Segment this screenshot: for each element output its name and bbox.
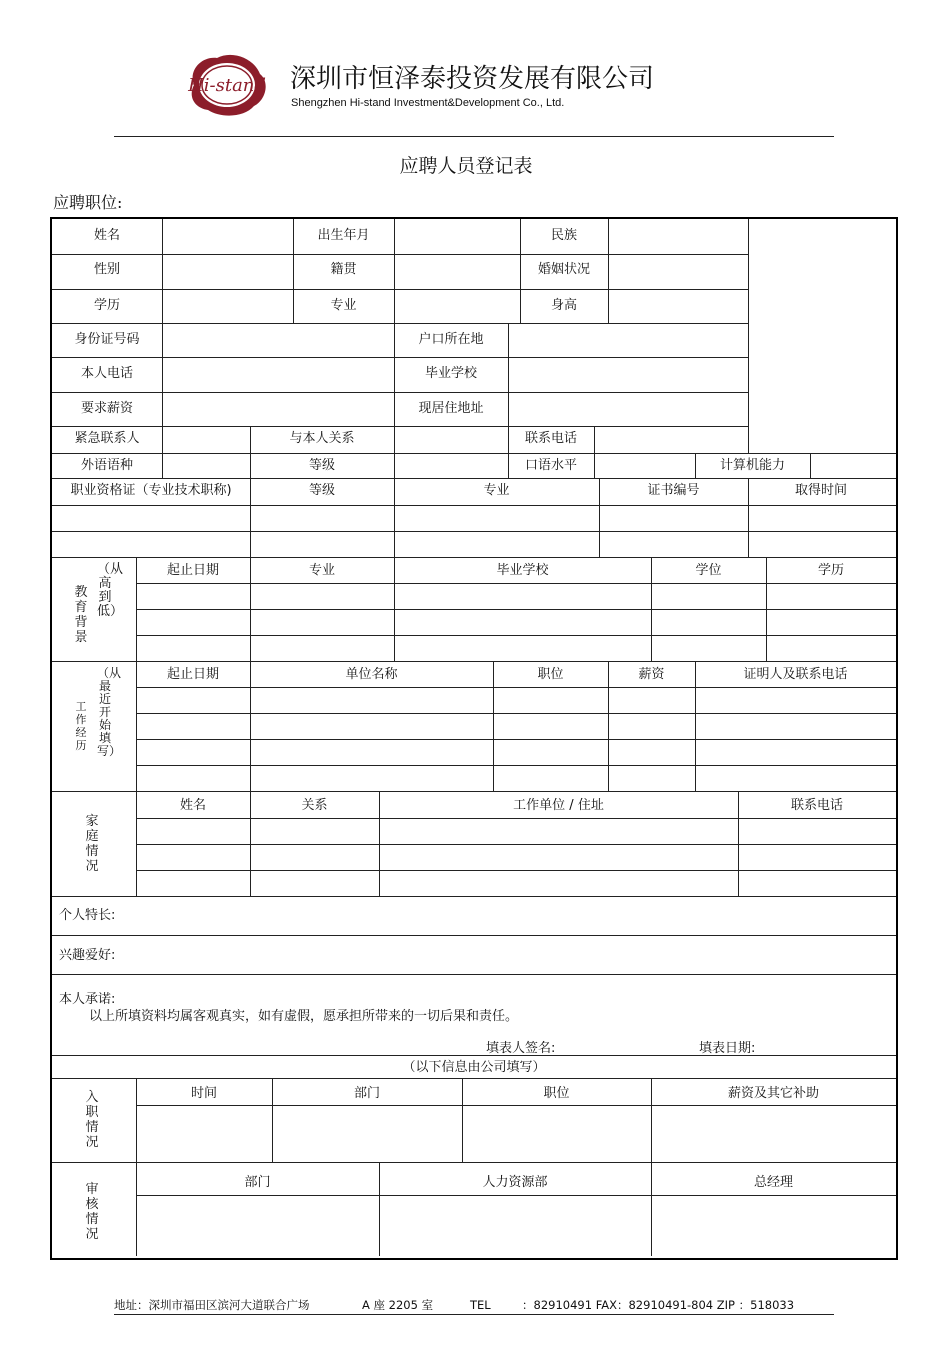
label-address: 现居住地址 bbox=[418, 401, 484, 416]
label-ethnic: 民族 bbox=[550, 228, 577, 243]
label-salary: 要求薪资 bbox=[80, 401, 133, 416]
fill-date-field[interactable] bbox=[762, 1038, 887, 1054]
label-oral: 口语水平 bbox=[524, 458, 577, 473]
edu-col-major: 专业 bbox=[308, 563, 335, 578]
edu-row-2[interactable] bbox=[137, 610, 895, 634]
review-col-gm: 总经理 bbox=[753, 1175, 793, 1190]
label-name: 姓名 bbox=[93, 228, 120, 243]
company-name-en: Shengzhen Hi-stand Investment&Development Co., Ltd. bbox=[291, 97, 565, 109]
cert-col-date: 取得时间 bbox=[794, 483, 847, 498]
input-id-number[interactable] bbox=[163, 324, 393, 356]
photo-box[interactable] bbox=[748, 219, 894, 453]
footer-tel-label: TEL bbox=[470, 1298, 491, 1312]
work-row-4[interactable] bbox=[137, 766, 895, 790]
header-divider bbox=[114, 136, 834, 137]
work-col-dates: 起止日期 bbox=[166, 667, 219, 682]
cert-row-2[interactable] bbox=[53, 532, 895, 556]
signature-label: 填表人签名: bbox=[486, 1041, 556, 1056]
signature-field[interactable] bbox=[562, 1038, 682, 1054]
work-row-1[interactable] bbox=[137, 688, 895, 712]
company-note: （以下信息由公司填写） bbox=[402, 1060, 546, 1075]
cert-title: 职业资格证（专业技术职称) bbox=[70, 483, 232, 498]
cert-col-number: 证书编号 bbox=[647, 483, 700, 498]
entry-col-position: 职位 bbox=[543, 1086, 570, 1101]
family-col-workplace: 工作单位 / 住址 bbox=[513, 798, 604, 813]
input-salary[interactable] bbox=[163, 393, 393, 425]
work-col-salary: 薪资 bbox=[638, 667, 665, 682]
label-specialty: 个人特长: bbox=[59, 908, 116, 923]
label-major: 专业 bbox=[330, 298, 357, 313]
entry-side-label: 入职情况 bbox=[85, 1090, 99, 1150]
work-row-2[interactable] bbox=[137, 714, 895, 738]
input-lang-level[interactable] bbox=[395, 454, 507, 477]
label-native: 籍贯 bbox=[330, 262, 357, 277]
family-col-relation: 关系 bbox=[301, 798, 328, 813]
label-id-number: 身份证号码 bbox=[74, 332, 140, 347]
input-marital[interactable] bbox=[609, 255, 747, 288]
family-col-name: 姓名 bbox=[179, 798, 206, 813]
input-address[interactable] bbox=[509, 393, 747, 425]
label-computer: 计算机能力 bbox=[719, 458, 785, 473]
edu-col-school: 毕业学校 bbox=[496, 563, 549, 578]
label-hobby: 兴趣爱好: bbox=[59, 948, 116, 963]
entry-col-salary: 薪资及其它补助 bbox=[727, 1086, 819, 1101]
review-side-label: 审核情况 bbox=[85, 1182, 99, 1242]
logo-text: Hi-stand bbox=[188, 75, 266, 96]
edu-col-dates: 起止日期 bbox=[166, 563, 219, 578]
edu-row-1[interactable] bbox=[137, 584, 895, 608]
input-hobby[interactable] bbox=[125, 936, 895, 973]
input-contact-phone[interactable] bbox=[595, 427, 747, 452]
input-major[interactable] bbox=[395, 290, 519, 322]
input-specialty[interactable] bbox=[125, 897, 895, 934]
input-height[interactable] bbox=[609, 290, 747, 322]
input-ethnic[interactable] bbox=[609, 220, 747, 253]
input-oral[interactable] bbox=[595, 454, 694, 477]
input-relation[interactable] bbox=[395, 427, 507, 452]
label-relation: 与本人关系 bbox=[289, 431, 355, 446]
input-language[interactable] bbox=[163, 454, 249, 477]
entry-col-department: 部门 bbox=[353, 1086, 380, 1101]
entry-input-row[interactable] bbox=[137, 1106, 895, 1161]
footer-room: A 座 2205 室 bbox=[362, 1298, 434, 1312]
review-col-department: 部门 bbox=[244, 1175, 271, 1190]
label-edu: 学历 bbox=[93, 298, 120, 313]
input-name[interactable] bbox=[163, 220, 292, 253]
input-phone[interactable] bbox=[163, 358, 393, 391]
work-col-position: 职位 bbox=[537, 667, 564, 682]
label-marital: 婚姻状况 bbox=[537, 262, 590, 277]
work-col-reference: 证明人及联系电话 bbox=[743, 667, 848, 682]
company-name-cn: 深圳市恒泽泰投资发展有限公司 bbox=[290, 64, 655, 94]
pledge-text: 以上所填资料均属客观真实，如有虚假，愿承担所带来的一切后果和责任。 bbox=[89, 1009, 519, 1024]
edu-col-level: 学历 bbox=[817, 563, 844, 578]
family-col-phone: 联系电话 bbox=[790, 798, 843, 813]
input-hukou[interactable] bbox=[509, 324, 747, 356]
work-row-3[interactable] bbox=[137, 740, 895, 764]
fill-date-label: 填表日期: bbox=[699, 1041, 756, 1056]
form-title: 应聘人员登记表 bbox=[399, 155, 533, 177]
label-height: 身高 bbox=[550, 298, 577, 313]
label-phone: 本人电话 bbox=[80, 366, 133, 381]
edu-col-degree: 学位 bbox=[695, 563, 722, 578]
cert-row-1[interactable] bbox=[53, 506, 895, 530]
pledge-label: 本人承诺: bbox=[59, 992, 116, 1007]
review-col-hr: 人力资源部 bbox=[482, 1175, 548, 1190]
label-birth: 出生年月 bbox=[317, 228, 370, 243]
company-logo bbox=[184, 52, 270, 118]
family-side-label: 家庭情况 bbox=[85, 814, 99, 874]
label-language: 外语语种 bbox=[80, 458, 133, 473]
input-emergency[interactable] bbox=[163, 427, 249, 452]
education-side-label: 教育背景 bbox=[74, 585, 88, 645]
footer bbox=[114, 1296, 834, 1315]
input-birth[interactable] bbox=[395, 220, 519, 253]
work-col-company: 单位名称 bbox=[345, 667, 398, 682]
position-label: 应聘职位: bbox=[53, 193, 123, 212]
edu-row-3[interactable] bbox=[137, 636, 895, 660]
input-computer[interactable] bbox=[811, 454, 895, 477]
label-lang-level: 等级 bbox=[308, 458, 335, 473]
work-side-note: （从最近开始填写） bbox=[97, 666, 122, 758]
label-gender: 性别 bbox=[93, 262, 120, 277]
footer-contact: ：82910491 FAX：82910491-804 ZIP ：518033 bbox=[522, 1298, 795, 1312]
input-edu[interactable] bbox=[163, 290, 292, 322]
label-hukou: 户口所在地 bbox=[418, 332, 484, 347]
family-row-1[interactable] bbox=[137, 819, 895, 843]
label-school: 毕业学校 bbox=[424, 366, 477, 381]
label-emergency: 紧急联系人 bbox=[74, 431, 140, 446]
input-gender[interactable] bbox=[163, 255, 292, 288]
footer-address: 地址：深圳市福田区滨河大道联合广场 bbox=[114, 1298, 310, 1312]
entry-col-time: 时间 bbox=[190, 1086, 217, 1101]
family-row-3[interactable] bbox=[137, 871, 895, 895]
cert-col-major: 专业 bbox=[483, 483, 510, 498]
review-input-row[interactable] bbox=[137, 1196, 895, 1255]
work-side-label: 工作经历 bbox=[75, 700, 87, 752]
input-native[interactable] bbox=[395, 255, 519, 288]
family-row-2[interactable] bbox=[137, 845, 895, 869]
cert-col-level: 等级 bbox=[308, 483, 335, 498]
input-school[interactable] bbox=[509, 358, 747, 391]
label-contact-phone: 联系电话 bbox=[524, 431, 577, 446]
education-side-note: （从高到低） bbox=[97, 562, 124, 619]
